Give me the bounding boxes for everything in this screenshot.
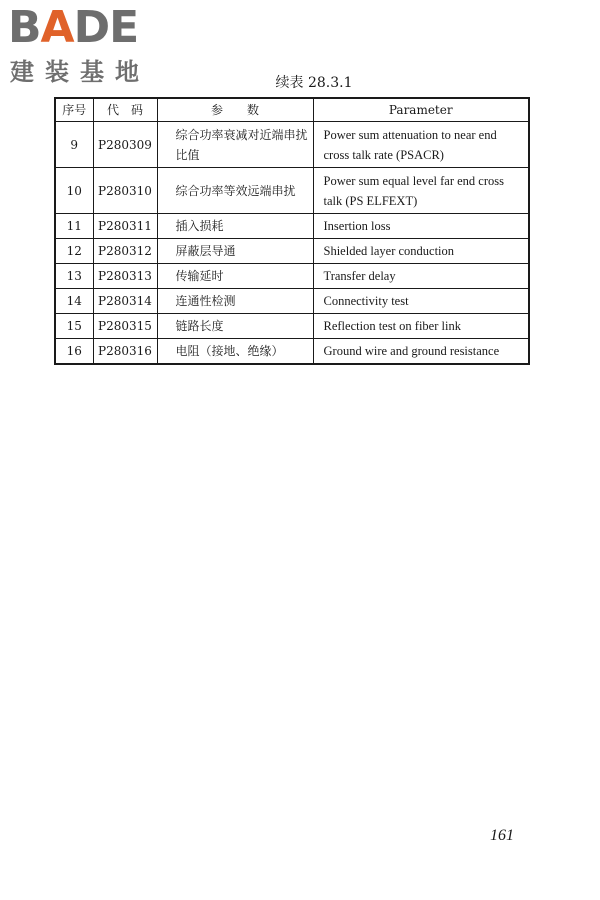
- row-param-en: Ground wire and ground resistance: [313, 339, 529, 365]
- row-no: 14: [55, 289, 93, 314]
- row-no: 16: [55, 339, 93, 365]
- logo-letter-e: E: [109, 2, 139, 53]
- table-row: [55, 122, 529, 168]
- logo-letter-b: B: [8, 2, 41, 53]
- row-code: P280316: [93, 339, 157, 365]
- row-param: 链路长度: [157, 314, 313, 339]
- row-no: 10: [55, 168, 93, 214]
- row-param-en: Reflection test on fiber link: [313, 314, 529, 339]
- row-param-en: Insertion loss: [313, 214, 529, 239]
- table-row: [55, 239, 529, 264]
- row-no: 9: [55, 122, 93, 168]
- row-param: 屏蔽层导通: [157, 239, 313, 264]
- row-param-en: Transfer delay: [313, 264, 529, 289]
- row-param: 综合功率衰减对近端串扰比值: [157, 122, 313, 168]
- table-row: [55, 214, 529, 239]
- logo-wordmark: [8, 2, 139, 53]
- header-param-en: Parameter: [313, 98, 529, 122]
- header-no: 序号: [55, 98, 93, 122]
- row-code: P280311: [93, 214, 157, 239]
- row-param: 电阻（接地、绝缘）: [157, 339, 313, 365]
- logo-letter-d: D: [73, 2, 110, 53]
- row-code: P280313: [93, 264, 157, 289]
- row-no: 11: [55, 214, 93, 239]
- row-param-en: Connectivity test: [313, 289, 529, 314]
- header-param: 参 数: [157, 98, 313, 122]
- table-row: [55, 264, 529, 289]
- row-code: P280312: [93, 239, 157, 264]
- logo-subtitle: 建装基地: [10, 58, 150, 86]
- row-code: P280315: [93, 314, 157, 339]
- row-code: P280310: [93, 168, 157, 214]
- row-param-en: Shielded layer conduction: [313, 239, 529, 264]
- table-row: [55, 314, 529, 339]
- row-code: P280309: [93, 122, 157, 168]
- row-code: P280314: [93, 289, 157, 314]
- page-number: 161: [490, 827, 514, 844]
- table-header-row: [55, 98, 529, 122]
- parameter-table: [54, 97, 530, 365]
- row-no: 15: [55, 314, 93, 339]
- row-param: 传输延时: [157, 264, 313, 289]
- row-no: 13: [55, 264, 93, 289]
- table-row: [55, 339, 529, 365]
- header-code: 代 码: [93, 98, 157, 122]
- row-param: 综合功率等效远端串扰: [157, 168, 313, 214]
- row-param-en: Power sum equal level far end cross talk (PS ELFEXT): [313, 168, 529, 214]
- row-no: 12: [55, 239, 93, 264]
- row-param-en: Power sum attenuation to near end cross talk rate (PSACR): [313, 122, 529, 168]
- table-row: [55, 168, 529, 214]
- logo-letter-a: A: [40, 2, 74, 53]
- row-param: 插入损耗: [157, 214, 313, 239]
- table-caption: 续表 28.3.1: [275, 75, 353, 91]
- table-row: [55, 289, 529, 314]
- row-param: 连通性检测: [157, 289, 313, 314]
